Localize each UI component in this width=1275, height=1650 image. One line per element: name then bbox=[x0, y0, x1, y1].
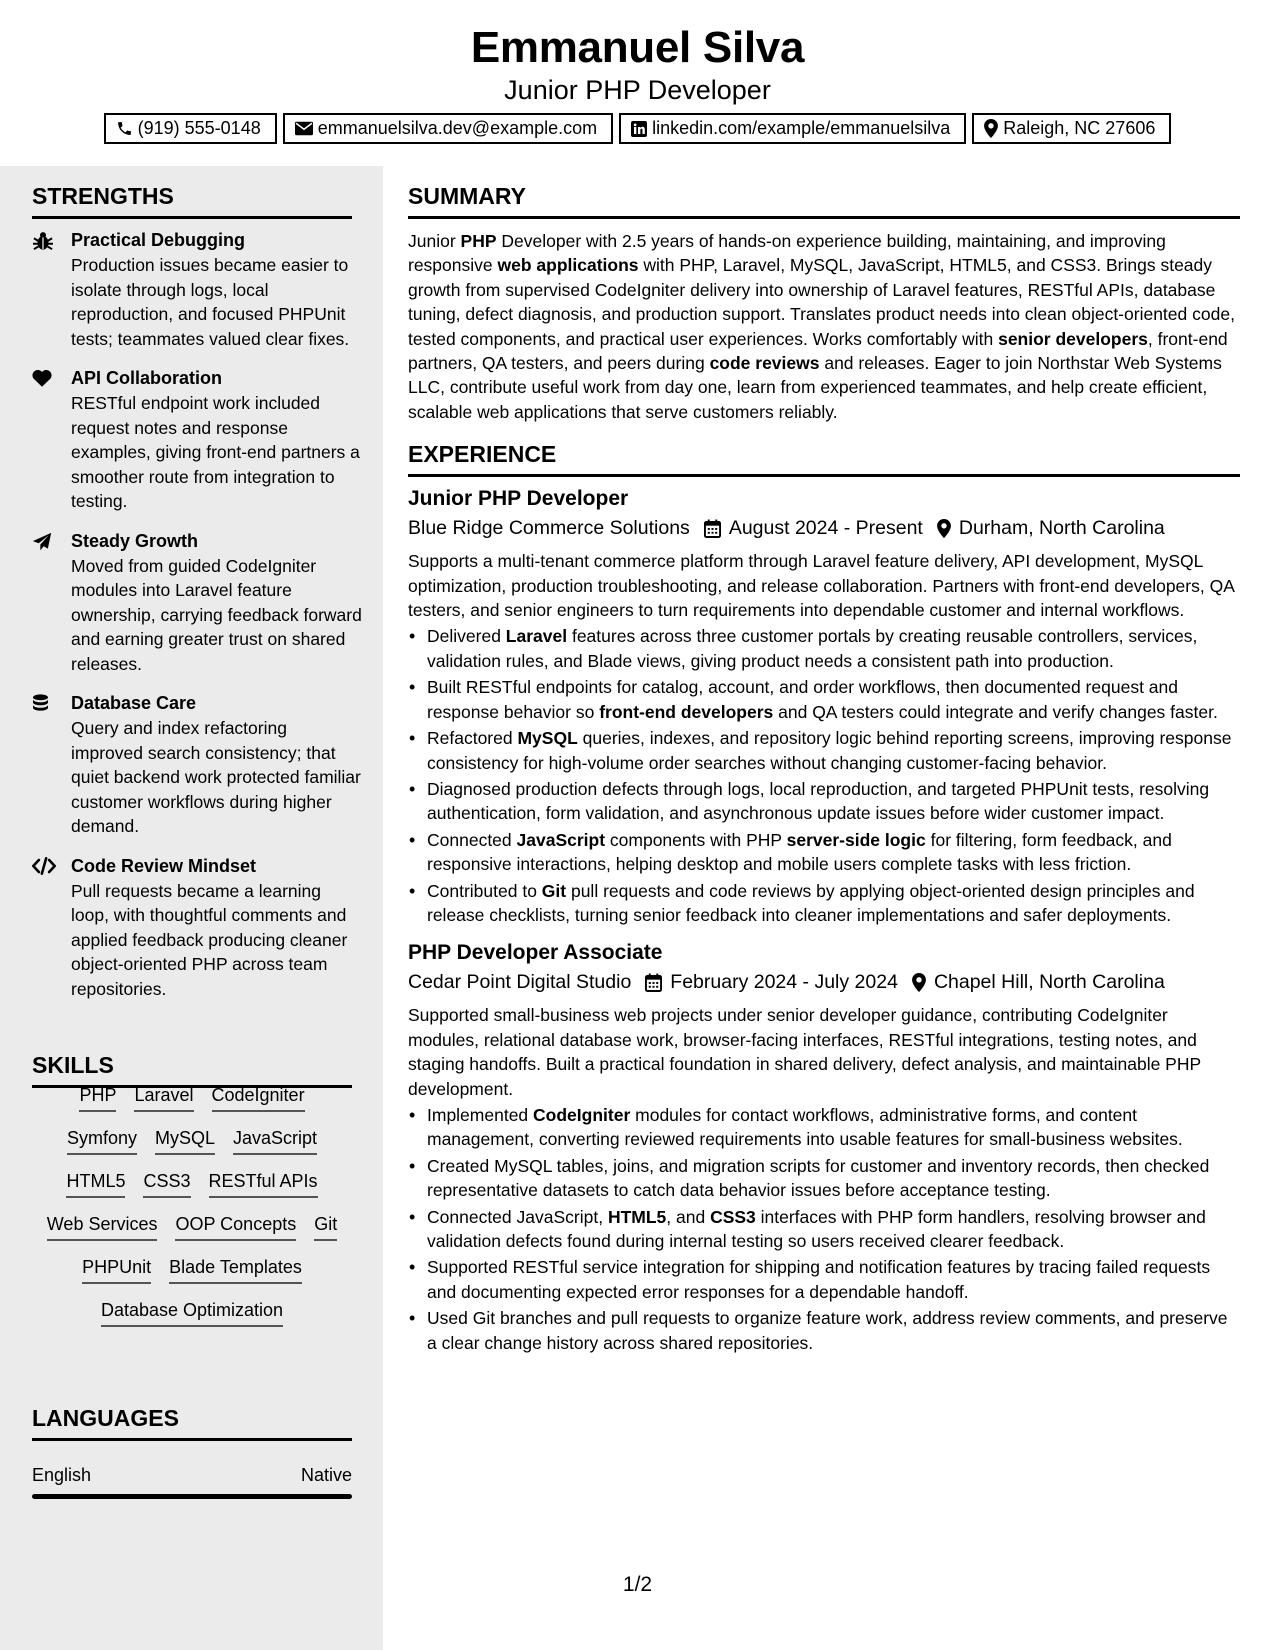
strength-desc: Moved from guided CodeIgniter modules into Laravel feature ownership, carrying feedback forward and earning greater trust on shared releases. bbox=[71, 555, 362, 674]
map-pin-icon bbox=[984, 119, 998, 138]
language-proficiency-bar bbox=[32, 1494, 352, 1499]
summary-text: Junior PHP Developer with 2.5 years of hands-on experience building, maintaining, and improving responsive web applications with PHP, Laravel, MySQL, JavaScript, HTML5, and CSS3. Brings steady growth from supervised CodeIgniter delivery into ownership of Laravel features, RESTful APIs, database tuning, defect diagnosis, and production support. Translates product needs into clean object-oriented code, tested components, and practical user experiences. Works comfortably with senior developers, front-end partners, QA testers, and peers during code reviews and releases. Eager to join Northstar Web Systems LLC, contribute useful work from day one, learn from experienced teammates, and help create efficient, scalable web applications that serve customers reliably. bbox=[408, 231, 1235, 422]
candidate-title: Junior PHP Developer bbox=[504, 75, 771, 105]
job-bullet: • Built RESTful endpoints for catalog, account, and order workflows, then documented request and response behavior so front-end developers and QA testers could integrate and verify changes faster. bbox=[408, 675, 1240, 724]
skill-tag: RESTful APIs bbox=[209, 1169, 318, 1198]
database-icon bbox=[32, 691, 71, 839]
map-pin-icon bbox=[912, 973, 926, 992]
contact-location-text: Raleigh, NC 27606 bbox=[1003, 118, 1156, 138]
bold-keyword: senior developers bbox=[998, 328, 1148, 349]
phone-icon bbox=[116, 120, 133, 137]
skill-tag: Web Services bbox=[47, 1212, 158, 1241]
calendar-icon bbox=[645, 973, 662, 992]
skill-tag: Laravel bbox=[134, 1083, 193, 1112]
contact-location bbox=[972, 113, 1171, 144]
job-company: Blue Ridge Commerce Solutions bbox=[408, 517, 690, 540]
calendar-icon bbox=[704, 519, 721, 538]
bold-keyword: JavaScript bbox=[516, 829, 606, 850]
skill-row bbox=[32, 1255, 352, 1284]
strength-desc: RESTful endpoint work included request notes and response examples, giving front-end partners a smoother route from integration to testing. bbox=[71, 393, 360, 511]
bold-keyword: Git bbox=[541, 880, 567, 901]
strengths-heading: STRENGTHS bbox=[32, 182, 352, 219]
contact-linkedin[interactable] bbox=[619, 113, 966, 144]
job-dates: February 2024 - July 2024 bbox=[670, 971, 898, 994]
skill-tag: MySQL bbox=[155, 1126, 215, 1155]
contact-email[interactable] bbox=[283, 113, 613, 144]
language-level: Native bbox=[300, 1465, 352, 1485]
bold-keyword: server-side logic bbox=[786, 829, 926, 850]
bold-keyword: MySQL bbox=[517, 728, 578, 749]
summary-heading: SUMMARY bbox=[408, 182, 1240, 219]
paper-plane-icon bbox=[32, 529, 71, 677]
bold-keyword: code reviews bbox=[709, 353, 820, 374]
map-pin-icon bbox=[937, 519, 951, 538]
job-bullet: • Used Git branches and pull requests to organize feature work, address review comments, and preserve a clear change history across shared repositories. bbox=[408, 1306, 1240, 1355]
skill-row bbox=[32, 1298, 352, 1327]
contact-email-text: emmanuelsilva.dev@example.com bbox=[317, 118, 598, 138]
strength-item bbox=[32, 529, 362, 677]
bold-keyword: CodeIgniter bbox=[533, 1104, 631, 1125]
skills-heading: SKILLS bbox=[32, 1051, 352, 1088]
strength-desc: Query and index refactoring improved search consistency; that quiet backend work protected familiar customer workflows during higher demand. bbox=[71, 718, 361, 836]
skill-tag: Blade Templates bbox=[169, 1255, 302, 1284]
skill-tag: HTML5 bbox=[66, 1169, 125, 1198]
bold-keyword: PHP bbox=[460, 231, 497, 251]
job-title: PHP Developer Associate bbox=[408, 941, 663, 965]
sidebar bbox=[0, 166, 383, 1650]
bug-icon bbox=[32, 228, 71, 351]
job-bullet: • Implemented CodeIgniter modules for contact workflows, administrative forms, and content management, converting reviewed requirements into usable features for small-business websites. bbox=[408, 1103, 1240, 1152]
job-location: Durham, North Carolina bbox=[958, 517, 1165, 540]
skill-tag: CodeIgniter bbox=[212, 1083, 305, 1112]
strength-item bbox=[32, 691, 362, 839]
strength-desc: Production issues became easier to isolate through logs, local reproduction, and focused PHPUnit tests; teammates valued clear fixes. bbox=[71, 255, 350, 349]
skill-tag: JavaScript bbox=[233, 1126, 317, 1155]
strength-item bbox=[32, 228, 362, 351]
contact-linkedin-text: linkedin.com/example/emmanuelsilva bbox=[652, 118, 951, 138]
experience-heading: EXPERIENCE bbox=[408, 440, 1240, 477]
skill-row bbox=[32, 1169, 352, 1198]
skill-tag: OOP Concepts bbox=[175, 1212, 296, 1241]
job-bullet: • Connected JavaScript, HTML5, and CSS3 interfaces with PHP form handlers, resolving browser and validation defects found during internal testing so users received clearer feedback. bbox=[408, 1205, 1240, 1254]
strength-item bbox=[32, 366, 362, 514]
job-bullet: • Diagnosed production defects through logs, local reproduction, and targeted PHPUnit tests, resolving authentication, form validation, and asynchronous update issues before wider customer impact. bbox=[408, 777, 1240, 826]
page-number: 1/2 bbox=[622, 1573, 653, 1596]
skill-tag: CSS3 bbox=[143, 1169, 190, 1198]
strength-item bbox=[32, 854, 362, 1002]
job-bullet: • Connected JavaScript components with PHP server-side logic for filtering, form feedback, and responsive interactions, helping desktop and mobile users complete tasks with less friction. bbox=[408, 828, 1240, 877]
code-icon bbox=[32, 854, 71, 1002]
skill-tag: PHP bbox=[79, 1083, 116, 1112]
resume-header bbox=[0, 0, 1275, 166]
strength-title: Practical Debugging bbox=[71, 230, 246, 250]
bold-keyword: web applications bbox=[497, 255, 639, 276]
linkedin-icon bbox=[631, 121, 647, 137]
strength-title: Database Care bbox=[71, 693, 197, 713]
job-bullet: • Contributed to Git pull requests and code reviews by applying object-oriented design principles and release checklists, turning senior feedback into cleaner implementations and safer deployments. bbox=[408, 879, 1240, 928]
job-bullet: • Delivered Laravel features across three customer portals by creating reusable controllers, services, validation rules, and Blade views, giving product needs a consistent path into production. bbox=[408, 624, 1240, 673]
bold-keyword: front-end developers bbox=[599, 701, 774, 722]
skill-tag: Git bbox=[314, 1212, 337, 1241]
job-meta bbox=[408, 513, 1240, 543]
job-bullet: • Supported RESTful service integration for shipping and notification features by tracing failed requests and documenting expected error responses for a dependable handoff. bbox=[408, 1255, 1240, 1304]
strength-title: Steady Growth bbox=[71, 530, 199, 551]
skill-tag: Database Optimization bbox=[101, 1298, 283, 1327]
job-bullets bbox=[408, 624, 1240, 927]
skill-tag: Symfony bbox=[67, 1126, 137, 1155]
skill-row bbox=[32, 1212, 352, 1241]
bold-keyword: HTML5 bbox=[607, 1206, 667, 1227]
candidate-name: Emmanuel Silva bbox=[470, 23, 805, 72]
contact-row bbox=[0, 113, 1275, 144]
skill-row bbox=[32, 1083, 352, 1112]
job-title: Junior PHP Developer bbox=[408, 487, 629, 511]
strength-title: Code Review Mindset bbox=[71, 855, 257, 876]
strength-desc: Pull requests became a learning loop, with thoughtful comments and applied feedback producing cleaner object-oriented PHP across team repositories. bbox=[71, 880, 348, 999]
language-name: English bbox=[32, 1465, 92, 1485]
job-bullet: • Created MySQL tables, joins, and migration scripts for customer and inventory records, then checked representative datasets to catch data behavior issues before acceptance testing. bbox=[408, 1154, 1240, 1203]
skills-list bbox=[32, 1083, 352, 1341]
job-location: Chapel Hill, North Carolina bbox=[933, 971, 1165, 994]
job-dates: August 2024 - Present bbox=[728, 517, 923, 540]
language-row bbox=[32, 1463, 352, 1487]
bold-keyword: CSS3 bbox=[710, 1206, 756, 1227]
job-description: Supports a multi-tenant commerce platform through Laravel feature delivery, API development, MySQL optimization, production troubleshooting, and release collaboration. Partners with front-end developers, QA testers, and senior engineers to turn requirements into dependable customer and internal workflows. bbox=[408, 551, 1234, 621]
strengths-list bbox=[32, 228, 362, 1016]
languages-heading: LANGUAGES bbox=[32, 1404, 352, 1441]
job-bullets bbox=[408, 1103, 1240, 1355]
job-bullet: • Refactored MySQL queries, indexes, and repository logic behind reporting screens, improving response consistency for high-volume order searches without changing customer-facing behavior. bbox=[408, 726, 1240, 775]
job-company: Cedar Point Digital Studio bbox=[408, 971, 632, 994]
job-meta bbox=[408, 967, 1240, 997]
strength-title: API Collaboration bbox=[71, 368, 223, 388]
bold-keyword: Laravel bbox=[505, 626, 568, 647]
job-entry bbox=[408, 485, 1240, 927]
heart-icon bbox=[32, 366, 71, 514]
skill-tag: PHPUnit bbox=[82, 1255, 151, 1284]
main-content bbox=[408, 166, 1240, 1357]
skill-row bbox=[32, 1126, 352, 1155]
envelope-icon bbox=[295, 121, 313, 136]
contact-phone-text: (919) 555-0148 bbox=[137, 118, 261, 138]
job-description: Supported small-business web projects under senior developer guidance, contributing CodeIgniter modules, relational database work, browser-facing interfaces, RESTful integrations, testing notes, and staging handoffs. Built a practical foundation in shared delivery, defect analysis, and maintainable PHP development. bbox=[408, 1005, 1201, 1099]
contact-phone[interactable] bbox=[104, 113, 277, 144]
job-entry bbox=[408, 939, 1240, 1355]
